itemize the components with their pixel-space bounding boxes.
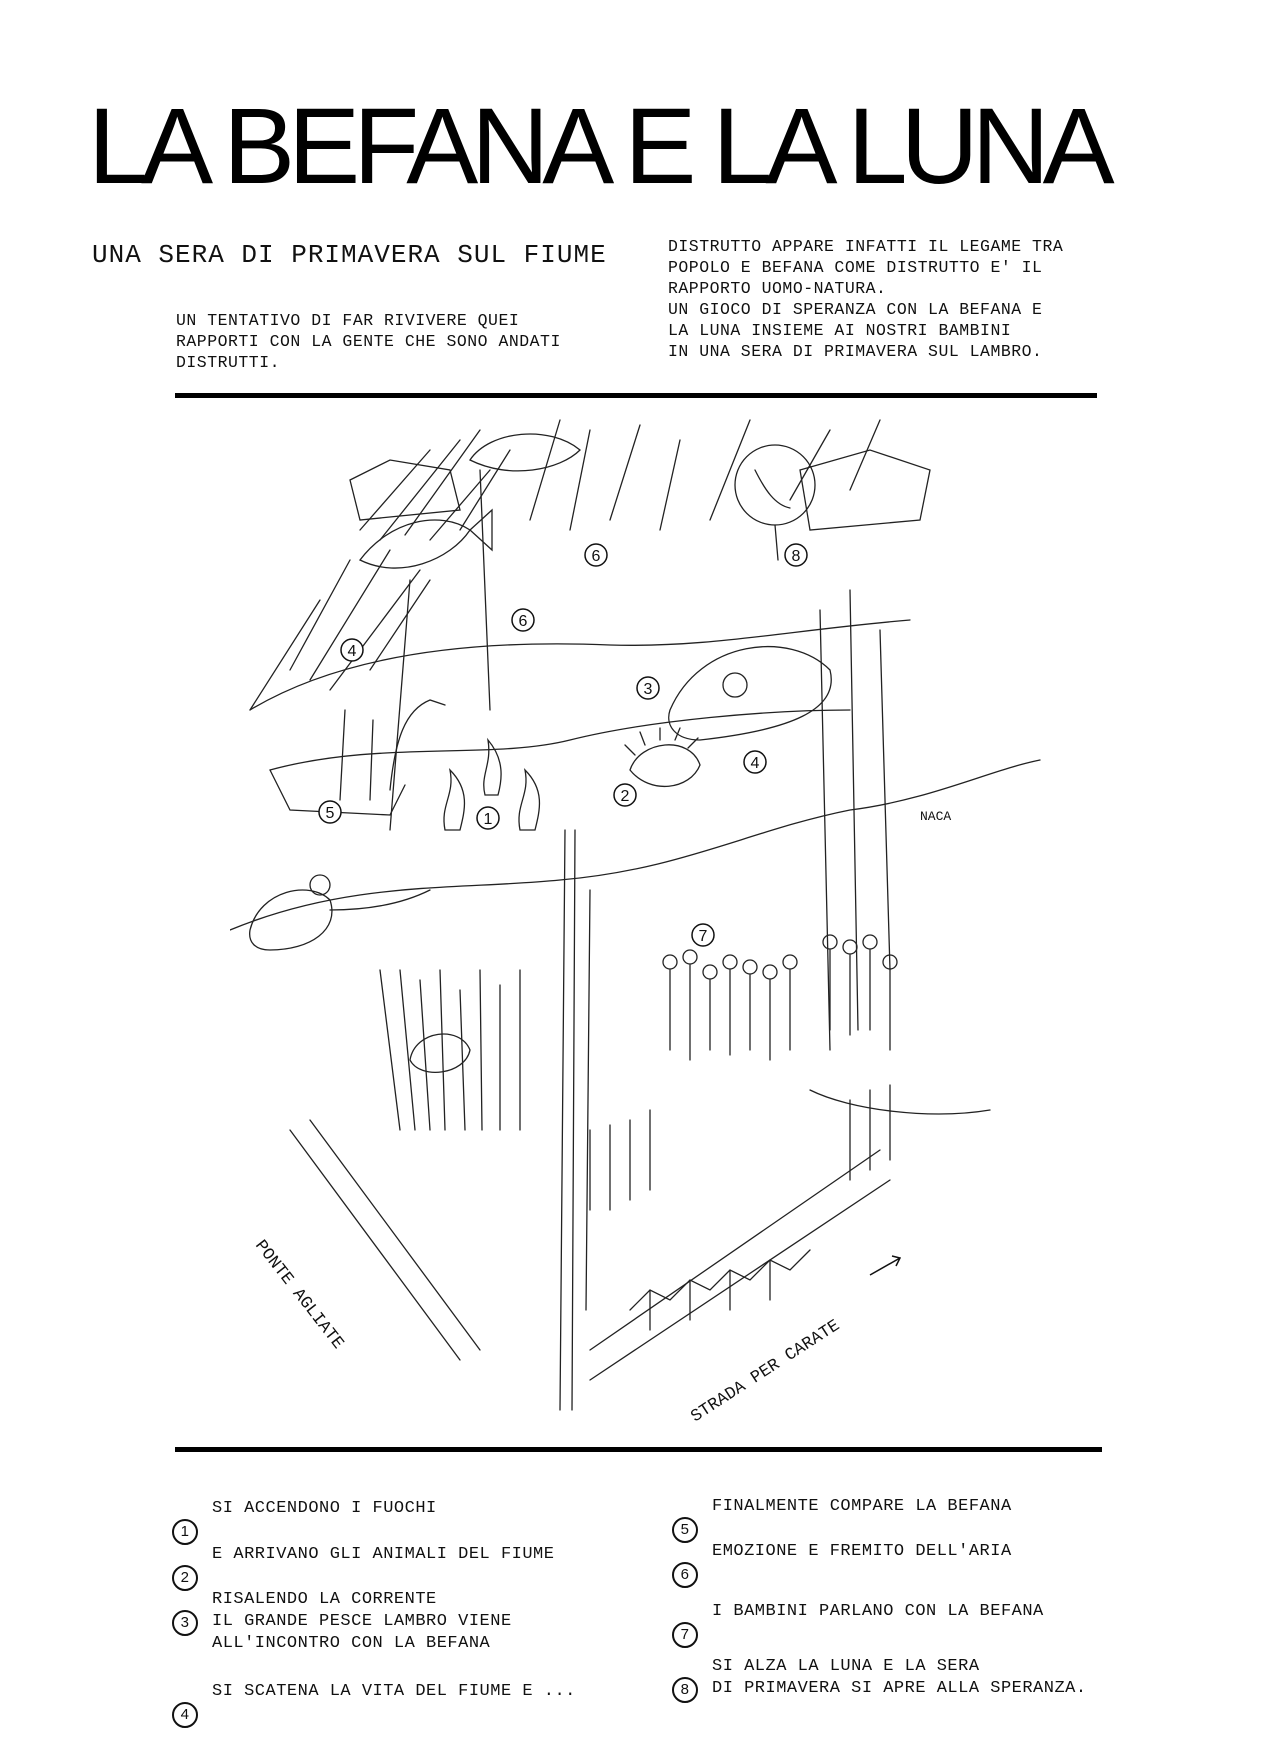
legend-text-6: EMOZIONE E FREMITO DELL'ARIA [712,1542,1012,1561]
legend-text-3: RISALENDO LA CORRENTE IL GRANDE PESCE LAMBRO VIENE ALL'INCONTRO CON LA BEFANA [212,1590,512,1653]
marker-4b [744,751,766,773]
marker-6b [512,609,534,631]
legend-text-4: SI SCATENA LA VITA DEL FIUME E ... [212,1682,576,1701]
svg-text:6: 6 [591,548,601,565]
svg-text:2: 2 [620,788,630,805]
subtitle: UNA SERA DI PRIMAVERA SUL FIUME [92,240,607,270]
legend-number-4: 4 [172,1702,198,1728]
marker-4 [341,639,363,661]
legend-text-5: FINALMENTE COMPARE LA BEFANA [712,1497,1012,1516]
svg-text:4: 4 [750,755,760,772]
artist-signature: NACA [920,809,952,824]
legend-number-6: 6 [672,1562,698,1588]
intro-text-right: DISTRUTTO APPARE INFATTI IL LEGAME TRA POPOLO E BEFANA COME DISTRUTTO E' IL RAPPORTO UOMO-NATURA. UN GIOCO DI SPERANZA CON LA BEFANA E LA LUNA INSIEME AI NOSTRI BAMBINI IN UNA SERA DI PRIMAVERA SUL LAMBRO. [668,237,1064,361]
page-title: LA BEFANA E LA LUNA [88,85,1108,206]
svg-text:4: 4 [347,643,357,660]
marker-6 [585,544,607,566]
svg-text:1: 1 [483,811,493,828]
svg-text:5: 5 [325,805,335,822]
svg-text:6: 6 [518,613,528,630]
marker-7 [692,924,714,946]
label-ponte-agliate: PONTE AGLIATE [250,1236,347,1354]
top-divider [175,393,1097,398]
marker-5 [319,801,341,823]
legend-text-2: E ARRIVANO GLI ANIMALI DEL FIUME [212,1545,555,1564]
intro-text-left: UN TENTATIVO DI FAR RIVIVERE QUEI RAPPORTI CON LA GENTE CHE SONO ANDATI DISTRUTTI. [176,311,561,372]
road-arrow-icon [870,1256,900,1275]
bottom-divider [175,1447,1102,1452]
legend-number-2: 2 [172,1565,198,1591]
marker-1 [477,807,499,829]
svg-text:7: 7 [698,928,708,945]
scene-illustration [230,410,1060,1440]
label-strada-per-carate: STRADA PER CARATE [687,1316,844,1428]
legend-number-8: 8 [672,1677,698,1703]
marker-2 [614,784,636,806]
scene-markers [319,544,807,946]
legend-text-1: SI ACCENDONO I FUOCHI [212,1499,437,1518]
marker-3 [637,677,659,699]
legend-number-5: 5 [672,1517,698,1543]
legend-text-7: I BAMBINI PARLANO CON LA BEFANA [712,1602,1044,1621]
svg-text:8: 8 [791,548,801,565]
legend-number-1: 1 [172,1519,198,1545]
svg-text:3: 3 [643,681,653,698]
legend-number-7: 7 [672,1622,698,1648]
marker-8 [785,544,807,566]
legend-text-8: SI ALZA LA LUNA E LA SERA DI PRIMAVERA SI APRE ALLA SPERANZA. [712,1657,1087,1698]
scene-drawing [230,410,1060,1440]
legend-number-3: 3 [172,1610,198,1636]
